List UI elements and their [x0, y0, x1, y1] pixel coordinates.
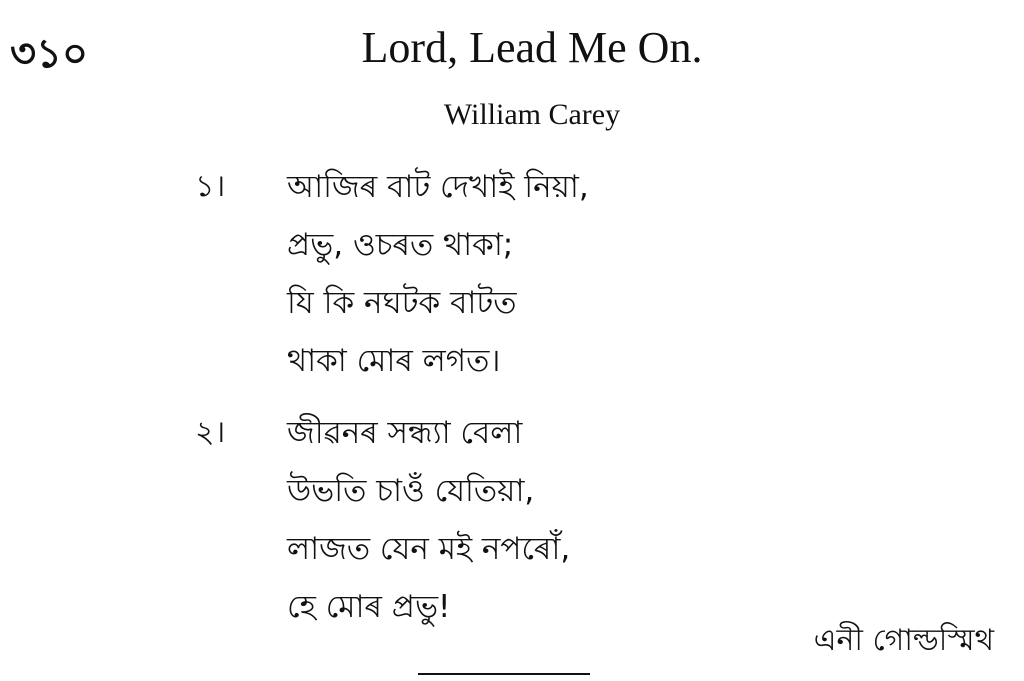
verse-line: হে মোৰ প্ৰভু!	[287, 589, 451, 625]
verse-line: উভতি চাওঁ যেতিয়া,	[287, 473, 535, 509]
verse-line: যি কি নঘটক বাটত	[287, 285, 517, 321]
translator-credit: এনী গোল্ডস্মিথ	[813, 623, 994, 658]
verse-number: ২।	[195, 415, 226, 450]
verse-line: আজিৰ বাট দেখাই নিয়া,	[287, 169, 589, 205]
section-divider	[418, 673, 590, 675]
verse-number: ১।	[195, 169, 226, 204]
verse-lines	[287, 158, 589, 390]
verse-line: জীৱনৰ সন্ধ্যা বেলা	[287, 415, 523, 451]
verse-line: থাকা মোৰ লগত।	[287, 343, 501, 379]
hymn-title: Lord, Lead Me On.	[361, 23, 703, 72]
verse-lines	[287, 404, 570, 636]
verse-line: লাজত যেন মই নপৰোঁ,	[287, 531, 571, 567]
hymn-author: William Carey	[443, 98, 621, 131]
hymn-number: ৩১০	[10, 31, 88, 77]
verse-line: প্ৰভু, ওচৰত থাকা;	[287, 227, 514, 263]
